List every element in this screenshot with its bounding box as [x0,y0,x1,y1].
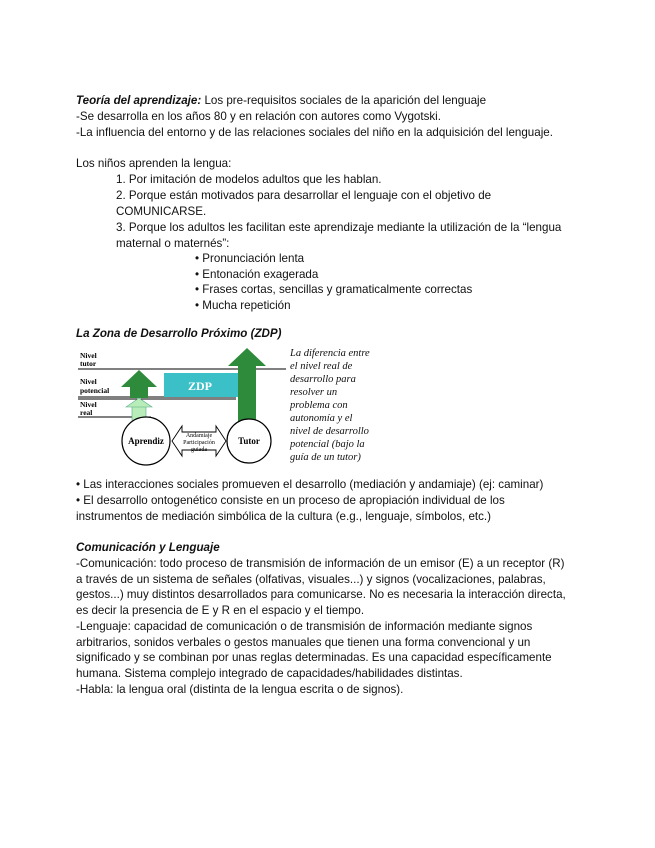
tutor-label: Tutor [238,436,260,446]
zdp-diagram-svg [76,346,391,468]
comunicacion-line: a través de un sistema de señales (olfativas, visuales...) y signos (vocalizaciones, palabras, [76,573,546,586]
nivel-real-label-1: Nivel [80,400,97,409]
zdp-caption-line: desarrollo para [290,374,356,385]
comunicacion-line: arbitrarios, sonidos verbales o gestos manuales que tienen una forma convencional y un [76,636,531,649]
comunicacion-line: significado y se combinan por unas reglas determinadas. Es una capacidad específicamente [76,651,552,664]
nivel-tutor-label-1: Nivel [80,351,97,360]
theory-heading-rest: Los pre-requisitos sociales de la aparición del lenguaje [201,94,487,107]
tutor-arrow-head [228,348,266,366]
zdp-bullet: • Las interacciones sociales promueven el desarrollo (mediación y andamiaje) (ej: caminar) [76,478,544,491]
nivel-tutor-label-2: tutor [80,359,97,368]
comunicacion-line: -Habla: la lengua oral (distinta de la lengua escrita o de signos). [76,683,404,696]
aprendiz-arrow-head [121,370,157,387]
zdp-band-label: ZDP [188,379,212,393]
aprendiz-label: Aprendiz [128,436,164,446]
theory-line-2: -Se desarrolla en los años 80 y en relación con autores como Vygotski. [76,110,441,123]
zdp-caption-line: guía de un tutor) [290,452,361,463]
theory-line [76,94,486,108]
ninos-item: 3. Porque los adultos les facilitan este aprendizaje mediante la utilización de la “lengua [116,221,562,234]
comunicacion-line: -Lenguaje: capacidad de comunicación o de transmisión de información mediante signos [76,620,533,633]
zdp-caption-line: nivel de desarrollo [290,426,369,437]
zdp-caption-line: el nivel real de [290,361,353,372]
zdp-bullet: • El desarrollo ontogenético consiste en un proceso de apropiación individual de los [76,494,505,507]
tutor-arrow-shaft [238,364,256,424]
nivel-potencial-label-1: Nivel [80,377,97,386]
nivel-real-label-2: real [80,408,93,417]
ninos-item: 2. Porque están motivados para desarrollar el lenguaje con el objetivo de [116,189,492,202]
ninos-item: COMUNICARSE. [116,205,207,218]
comunicacion-line: -Comunicación: todo proceso de transmisión de información de un emisor (E) a un receptor (R) [76,557,565,570]
maternes-bullet: • Entonación exagerada [195,268,319,281]
theory-line-3: -La influencia del entorno y de las relaciones sociales del niño en la adquisición del lenguaje. [76,126,553,139]
maternes-bullet: • Mucha repetición [195,299,291,312]
nivel-potencial-label-2: potencial [80,386,110,395]
comunicacion-line: gestos...) muy distintos desarrollados para comunicarse. No es necesaria la interacción directa, [76,588,566,601]
andamiaje-label-1: Andamiaje [185,433,213,439]
zdp-diagram [76,346,391,468]
zdp-caption [289,348,370,463]
zdp-caption-line: potencial (bajo la [290,439,365,450]
andamiaje-label-3: guiada [191,447,207,453]
ninos-item: maternal o maternés”: [116,237,230,250]
maternes-bullet: • Pronunciación lenta [195,252,305,265]
ninos-intro: Los niños aprenden la lengua: [76,157,232,170]
comunicacion-heading: Comunicación y Lenguaje [76,541,220,554]
ninos-item: 1. Por imitación de modelos adultos que les hablan. [116,173,382,186]
theory-heading: Teoría del aprendizaje: [76,94,202,107]
zdp-caption-line: resolver un [290,387,338,398]
zdp-caption-line: autonomía y el [290,413,353,424]
zdp-heading: La Zona de Desarrollo Próximo (ZDP) [76,327,282,340]
zdp-bullet: instrumentos de mediación simbólica de la cultura (e.g., lenguaje, símbolos, etc.) [76,510,492,523]
zdp-caption-line: La diferencia entre [290,348,370,359]
comunicacion-line: humana. Sistema complejo integrado de capacidades/habilidades distintas. [76,667,463,680]
zdp-caption-line: problema con [290,400,348,411]
aprendiz-arrow-shaft [130,386,148,398]
maternes-bullet: • Frases cortas, sencillas y gramaticalmente correctas [195,283,473,296]
comunicacion-line: es decir la presencia de E y R en el espacio y el tiempo. [76,604,365,617]
andamiaje-label-2: Participación [183,440,215,446]
